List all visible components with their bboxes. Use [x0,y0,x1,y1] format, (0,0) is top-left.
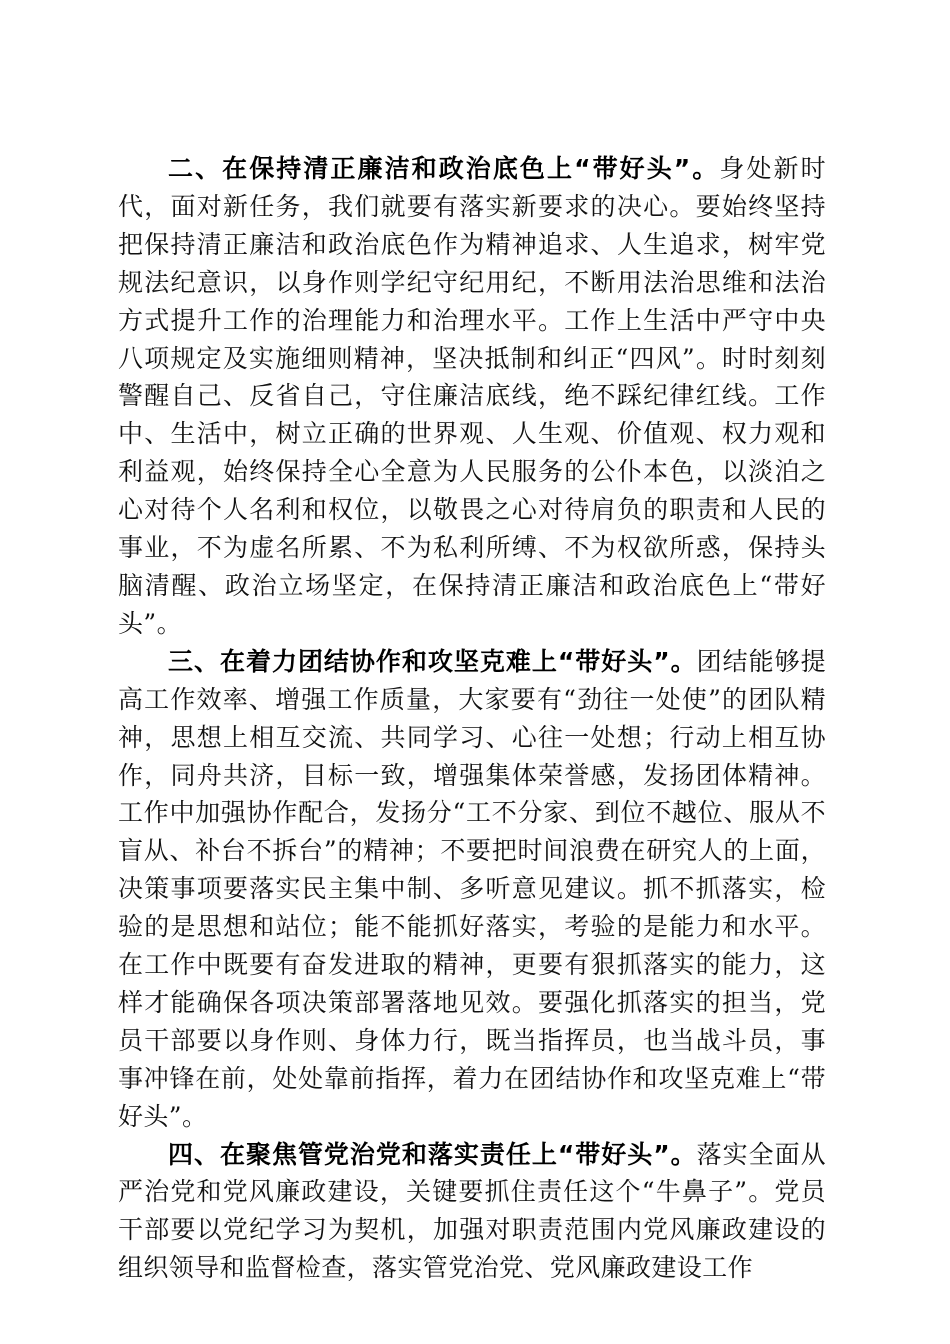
paragraph-3-text: 团结能够提高工作效率、增强工作质量，大家要有“劲往一处使”的团队精神，思想上相互交流、共同学习、心往一处想；行动上相互协作，同舟共济，目标一致，增强集体荣誉感，发扬团体精神。工作中加强协作配合，发扬分“工不分家、到位不越位、服从不盲从、补台不拆台”的精神；不要把时间浪费在研究人的上面，决策事项要落实民主集中制、多听意见建议。抓不抓落实，检验的是思想和站位；能不能抓好落实，考验的是能力和水平。在工作中既要有奋发进取的精神，更要有狠抓落实的能力，这样才能确保各项决策部署落地见效。要强化抓落实的担当，党员干部要以身作则、身体力行，既当指挥员，也当战斗员，事事冲锋在前，处处靠前指挥，着力在团结协作和攻坚克难上“带好头”。 [118,646,826,1131]
paragraph-2-heading: 二、在保持清正廉洁和政治底色上“带好头”。 [168,154,720,183]
paragraph-3-heading: 三、在着力团结协作和攻坚克难上“带好头”。 [168,646,697,676]
paragraph-2 [118,150,826,643]
paragraph-4-heading: 四、在聚焦管党治党和落实责任上“带好头”。 [168,1139,697,1169]
document-body [118,150,826,1287]
paragraph-2-text: 身处新时代，面对新任务，我们就要有落实新要求的决心。要始终坚持把保持清正廉洁和政治底色作为精神追求、人生追求，树牢党规法纪意识，以身作则学纪守纪用纪，不断用法治思维和法治方式提升工作的治理能力和治理水平。工作上生活中严守中央八项规定及实施细则精神，坚决抵制和纠正“四风”。时时刻刻警醒自己、反省自己，守住廉洁底线，绝不踩纪律红线。工作中、生活中，树立正确的世界观、人生观、价值观、权力观和利益观，始终保持全心全意为人民服务的公仆本色，以淡泊之心对待个人名利和权位，以敬畏之心对待肩负的职责和人民的事业，不为虚名所累、不为私利所缚、不为权欲所惑，保持头脑清醒、政治立场坚定，在保持清正廉洁和政治底色上“带好头”。 [118,154,826,638]
paragraph-3 [118,643,826,1136]
paragraph-4-text: 落实全面从严治党和党风廉政建设，关键要抓住责任这个“牛鼻子”。党员干部要以党纪学习为契机，加强对职责范围内党风廉政建设的组织领导和监督检查，落实管党治党、党风廉政建设工作 [118,1139,826,1283]
paragraph-4 [118,1136,826,1288]
